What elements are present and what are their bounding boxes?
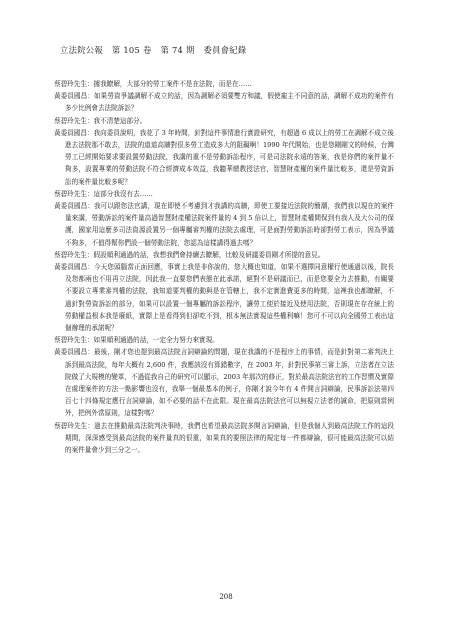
section-name: 委員會紀錄 xyxy=(203,45,247,55)
transcript-paragraph: 黃委員國昌：我可以跟您法官講，現在即使不考慮到才我講的高牆，即使工要接近法院的簡潮，我們我以現在的案件量來講，勞動訴訟的案件量高過智慧財產權法院案件量的 4 到 5 倍以上，智慧財產權間保到有我人及大公司的保護，國家用這麼多司法資源設置另一個專屬審判權的法院去處理，可是面對勞動訴訟時卻對勞工表示，因為爭議不夠多，不值得幫你們設一個勞動法院，您認為這樣講得過去嗎？ xyxy=(54,202,394,247)
transcript-paragraph: 蔡碧玲先生：過去在推動最高法院判決事時，我們也希望最高法院多開言詞辯論，但是我個人到最高法院工作的這段期間，深深感受到最高法院的案件量真的很重，如果真的要照法律的規定每一件都辯論，很可能最高法院可以結的案件量會少到三分之一。 xyxy=(54,421,394,455)
transcript-paragraph: 黃委員國昌：今天您頭腦當正面回應，事實上我是非你說的，您大概也知道，如果不選擇同意權行使通過以後，院長及您都兩也不用再立法院，因此我一直要您們表態在此承諾，絕對不是研議而已，而是您要全力去推動，有關要不要設立專業審判權的法院，我知道要判權的動與是在管轄上，我不定實進費更多的時間，這裡我也都瞭解，不過針對勞資訴訟的部分，如果可以設置一個專屬的訴訟程序，讓勞工便於接近及使用法院，否則現在存在統上的勞動權益根本我是廢紙，實際上是看得到但卻吃不到，根本無法實現這些權利嘛！您可不可以向全國勞工表出這個辦理的承諾呢？ xyxy=(54,263,394,333)
transcript-paragraph: 蔡碧玲先生：如果順利通過的話，一定全力努力來實現。 xyxy=(54,336,219,345)
transcript-paragraph: 黃委員國昌：如果勞資爭議調解不成立的話，因為調解必須要雙方和議，假使雇主不同意的話，調解不成功的案件有多少比例會去法院訴訟？ xyxy=(54,92,394,113)
transcript-paragraph: 蔡碧玲先生：假設順利通過的話，我想我們會持續去瞭解，比較及研議委員剛才所提的意見。 xyxy=(54,250,325,259)
transcript-paragraph: 蔡碧玲先生：我不清楚這部分。 xyxy=(54,116,147,125)
publication-title: 立法院公報 xyxy=(60,45,103,55)
volume-number: 第 105 卷 xyxy=(111,45,152,55)
page-number: 208 xyxy=(219,593,233,601)
page-header xyxy=(60,44,246,56)
transcript-paragraph: 黃委員國昌：最後，剛才您也提到最高法院言詞辯論的問題，現在我講的不是程序上的事情，而是針對第二審判決上訴到最高法院，每年大概有 2,600 件，我應該沒有算錯數字，在 2003 年，針對民事第三審上訴，立法者在立法院做了大規模的變革，不過從我自己的研究可以顯示，2003 年那次的修正，對於最高法院法官的工作習慣及實際在處理案件的方法一點影響也沒有，我舉一個最基本的例子，你剛才說今年有 4 件開言詞辯論，民事訴訟法第四百七十四條規定應行言詞辯論，如不必要的話不在此限。現在最高法院法官可以無視立法者的誠命，把原則當例外，把例外當原則，這樣對嗎？ xyxy=(54,348,394,418)
issue-number: 第 74 期 xyxy=(160,45,195,55)
transcript-paragraph: 蔡碧玲先生：這部分我沒有去…… xyxy=(54,189,153,198)
transcript-body xyxy=(54,78,394,456)
transcript-paragraph: 蔡碧玲先生：據我瞭解，大部分的勞工案件不是在法院，而是在…… xyxy=(54,80,252,88)
transcript-paragraph: 黃委員國昌：我向委員說明，我花了 3 年時間，針對這件事情進行實證研究，有超過 6 成以上的勞工在調解不成立後進去法院那不敢去，法院的道道高牆對很多勞工造成多大的阻礙啊！1990 年代開始，也是您剛剛文的時候，台灣勞工已經開始要求要設置勞動法院，我講的重不是勞動訴訟程序，可是司法院永遠的答案，我是你們的案件量不夠多，設置專業的勞動法院不符合經濟成本效益，我聽華總教授法官，智慧財產權的案件量比較多，還是勞資訴訟的案件量比較多呢？ xyxy=(54,128,394,186)
